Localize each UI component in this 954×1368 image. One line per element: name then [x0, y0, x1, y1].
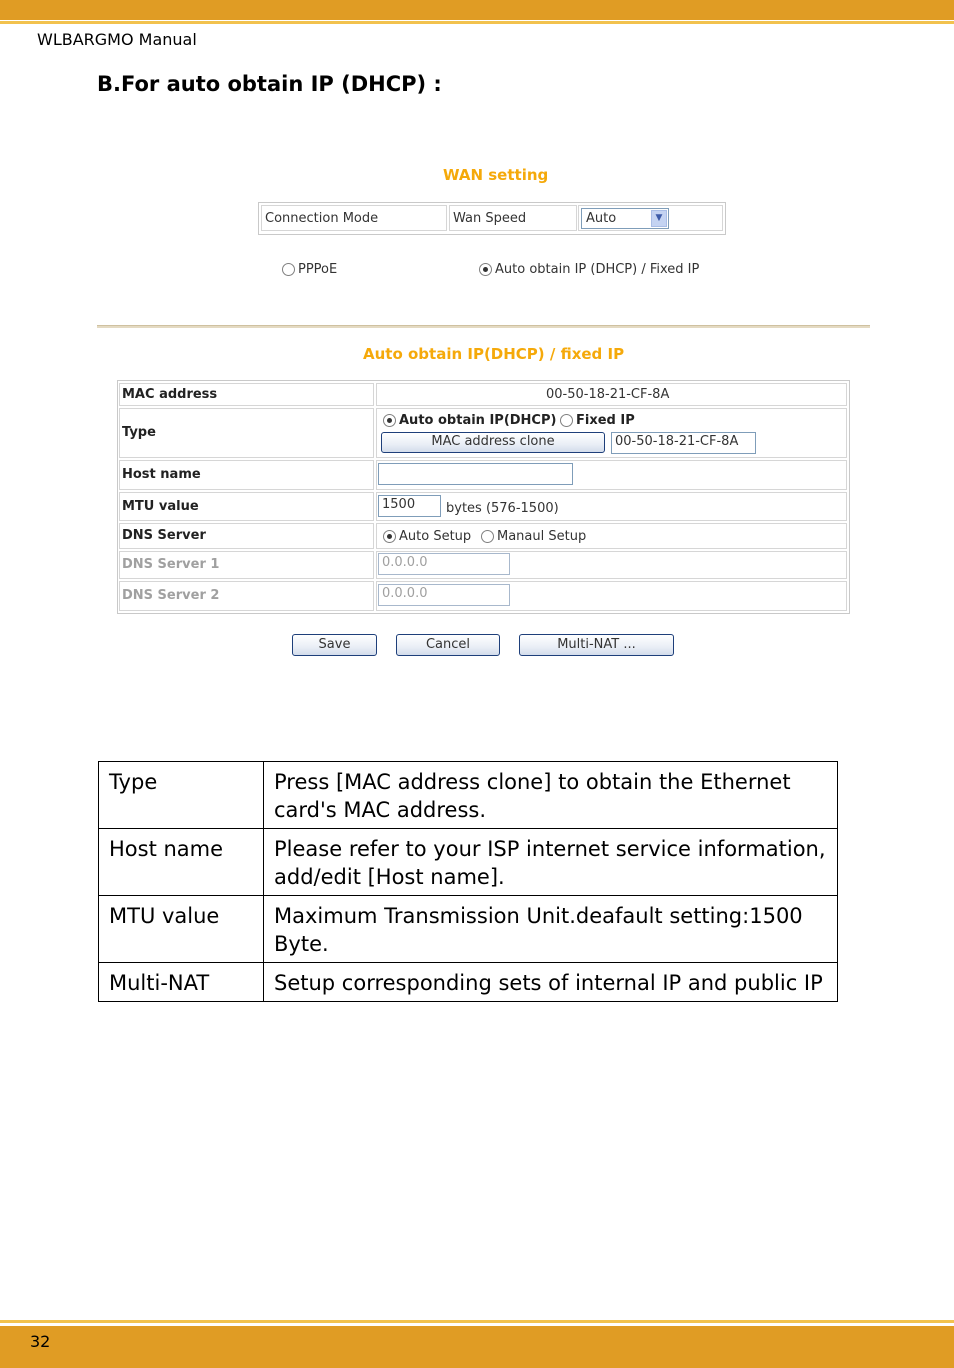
mac-address-value: 00-50-18-21-CF-8A	[546, 387, 670, 402]
header-rule	[0, 21, 954, 24]
table-row	[99, 762, 838, 829]
multi-nat-button[interactable]: Multi-NAT ...	[519, 634, 674, 656]
type-label-cell	[119, 408, 374, 458]
dhcp-fixed-label: Auto obtain IP (DHCP) / Fixed IP	[495, 262, 700, 277]
cancel-button[interactable]: Cancel	[396, 634, 500, 656]
dns-server-label: DNS Server	[122, 528, 206, 543]
dns-server-1-label: DNS Server 1	[122, 557, 220, 572]
mtu-input[interactable]: 1500	[378, 495, 441, 517]
wan-setting-title: WAN setting	[443, 166, 549, 184]
header-bar	[0, 0, 954, 20]
mac-clone-field[interactable]: 00-50-18-21-CF-8A	[611, 432, 756, 454]
description-cell: Maximum Transmission Unit.deafault setting:1500 Byte.	[264, 896, 838, 963]
fixed-ip-label: Fixed IP	[576, 413, 635, 428]
footer-rule	[0, 1320, 954, 1323]
table-row	[99, 896, 838, 963]
connection-mode-label: Connection Mode	[261, 205, 447, 231]
term-cell: Host name	[99, 829, 264, 896]
footer-bar	[0, 1326, 954, 1368]
term-cell: Type	[99, 762, 264, 829]
table-row	[99, 963, 838, 1002]
auto-obtain-label: Auto obtain IP(DHCP)	[399, 413, 557, 428]
host-name-label: Host name	[122, 467, 201, 482]
mac-address-clone-button[interactable]: MAC address clone	[381, 432, 605, 453]
dhcp-fixed-radio[interactable]	[479, 263, 492, 276]
term-cell: MTU value	[99, 896, 264, 963]
wan-speed-select[interactable]	[581, 208, 669, 229]
dns-auto-radio[interactable]	[383, 530, 396, 543]
mac-address-label: MAC address	[122, 387, 218, 402]
dns-auto-label: Auto Setup	[399, 529, 472, 544]
dns-server-2-label: DNS Server 2	[122, 588, 220, 603]
dns-manual-radio[interactable]	[481, 530, 494, 543]
auto-obtain-radio[interactable]	[383, 414, 396, 427]
dhcp-form-title: Auto obtain IP(DHCP) / fixed IP	[363, 345, 625, 363]
pppoe-radio[interactable]	[282, 263, 295, 276]
mtu-hint: bytes (576-1500)	[446, 501, 559, 516]
dns-server-2-input[interactable]: 0.0.0.0	[378, 584, 510, 606]
description-cell: Please refer to your ISP internet service information, add/edit [Host name].	[264, 829, 838, 896]
description-cell: Press [MAC address clone] to obtain the Ethernet card's MAC address.	[264, 762, 838, 829]
description-cell: Setup corresponding sets of internal IP and public IP	[264, 963, 838, 1002]
chevron-down-icon: ▼	[651, 210, 667, 227]
mtu-label: MTU value	[122, 499, 199, 514]
host-name-input[interactable]	[378, 463, 573, 485]
table-row	[99, 829, 838, 896]
pppoe-label: PPPoE	[298, 262, 338, 277]
manual-title: WLBARGMO Manual	[37, 30, 197, 49]
type-label: Type	[122, 425, 156, 440]
page-number: 32	[30, 1332, 51, 1351]
fixed-ip-radio[interactable]	[560, 414, 573, 427]
description-table	[98, 761, 838, 1002]
section-divider	[97, 325, 870, 328]
wan-speed-value: Auto	[586, 211, 617, 226]
dns-manual-label: Manaul Setup	[497, 529, 587, 544]
dns-server-1-input[interactable]: 0.0.0.0	[378, 553, 510, 575]
term-cell: Multi-NAT	[99, 963, 264, 1002]
save-button[interactable]: Save	[292, 634, 377, 656]
section-heading: B.For auto obtain IP (DHCP) :	[97, 72, 442, 96]
wan-speed-label: Wan Speed	[449, 205, 577, 231]
